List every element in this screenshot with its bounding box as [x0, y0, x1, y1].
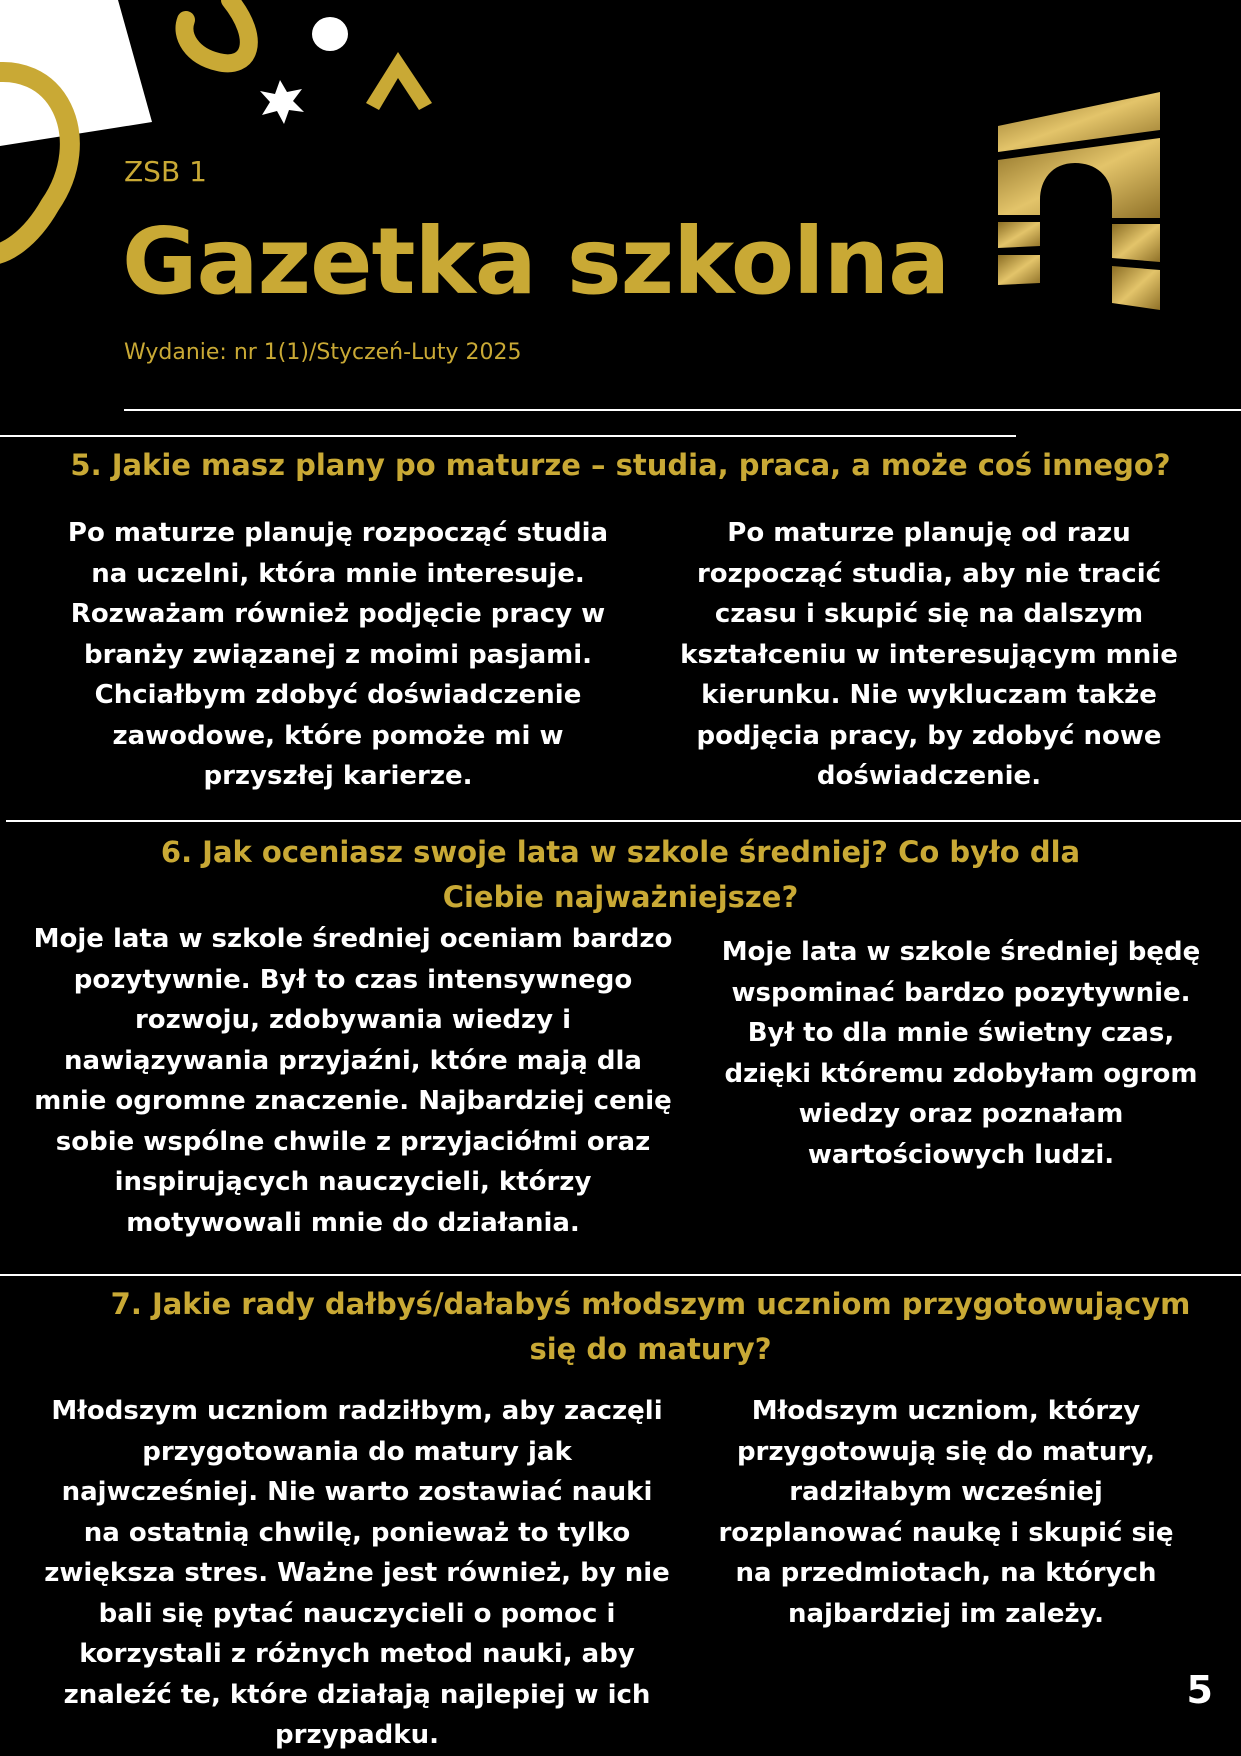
school-name: ZSB 1 — [124, 155, 207, 188]
question-6: 6. Jak oceniasz swoje lata w szkole średniej? Co było dla Ciebie najważniejsze? — [160, 835, 1081, 914]
gold-hook — [184, 0, 248, 63]
star-icon — [260, 80, 304, 124]
white-dot — [312, 17, 348, 51]
page-number: 5 — [1186, 1668, 1213, 1712]
gold-chevron — [366, 52, 432, 110]
issue-info: Wydanie: nr 1(1)/Styczeń-Luty 2025 — [124, 340, 522, 365]
question-7: 7. Jakie rady dałbyś/dałabyś młodszym uczniom przygotowującym się do matury? — [110, 1287, 1191, 1366]
answer-7-left: Młodszym uczniom radziłbym, aby zaczęli przygotowania do matury jak najwcześniej. Nie warto zostawiać nauki na ostatnią chwilę, ponieważ to tylko zwiększa stres. Ważne jest również, by nie bali się pytać nauczycieli o pomoc i korzystali z różnych metod nauki, aby znaleźć te, które działają najlepiej w ich przypadku. — [44, 1396, 670, 1750]
page-title: Gazetka szkolna — [122, 208, 950, 315]
answer-5-right: Po maturze planuję od razu rozpocząć studia, aby nie tracić czasu i skupić się na dalszym kształceniu w interesującym mnie kierunku. Nie wykluczam także podjęcia pracy, by zdobyć nowe doświadczenie. — [680, 518, 1178, 791]
divider — [0, 435, 1016, 437]
school-logo — [998, 92, 1160, 310]
divider — [6, 820, 1241, 822]
answer-6-right: Moje lata w szkole średniej będę wspominać bardzo pozytywnie. Był to dla mnie świetny czas, dzięki któremu zdobyłam ogrom wiedzy oraz poznałam wartościowych ludzi. — [721, 937, 1201, 1170]
answer-7-right: Młodszym uczniom, którzy przygotowują się do matury, radziłabym wcześniej rozplanować naukę i skupić się na przedmiotach, na których najbardziej im zależy. — [718, 1396, 1174, 1629]
answer-5-left: Po maturze planuję rozpocząć studia na uczelni, która mnie interesuje. Rozważam również podjęcie pracy w branży związanej z moimi pasjami. Chciałbym zdobyć doświadczenie zawodowe, które pomoże mi w przyszłej karierze. — [67, 518, 609, 791]
answer-6-left: Moje lata w szkole średniej oceniam bardzo pozytywnie. Był to czas intensywnego rozwoju, zdobywania wiedzy i nawiązywania przyjaźni, które mają dla mnie ogromne znaczenie. Najbardziej cenię sobie wspólne chwile z przyjaciółmi oraz inspirujących nauczycieli, którzy motywowali mnie do działania. — [33, 924, 673, 1238]
divider — [0, 1274, 1241, 1276]
divider — [124, 409, 1241, 411]
question-5: 5. Jakie masz plany po maturze – studia, praca, a może coś innego? — [70, 448, 1171, 482]
